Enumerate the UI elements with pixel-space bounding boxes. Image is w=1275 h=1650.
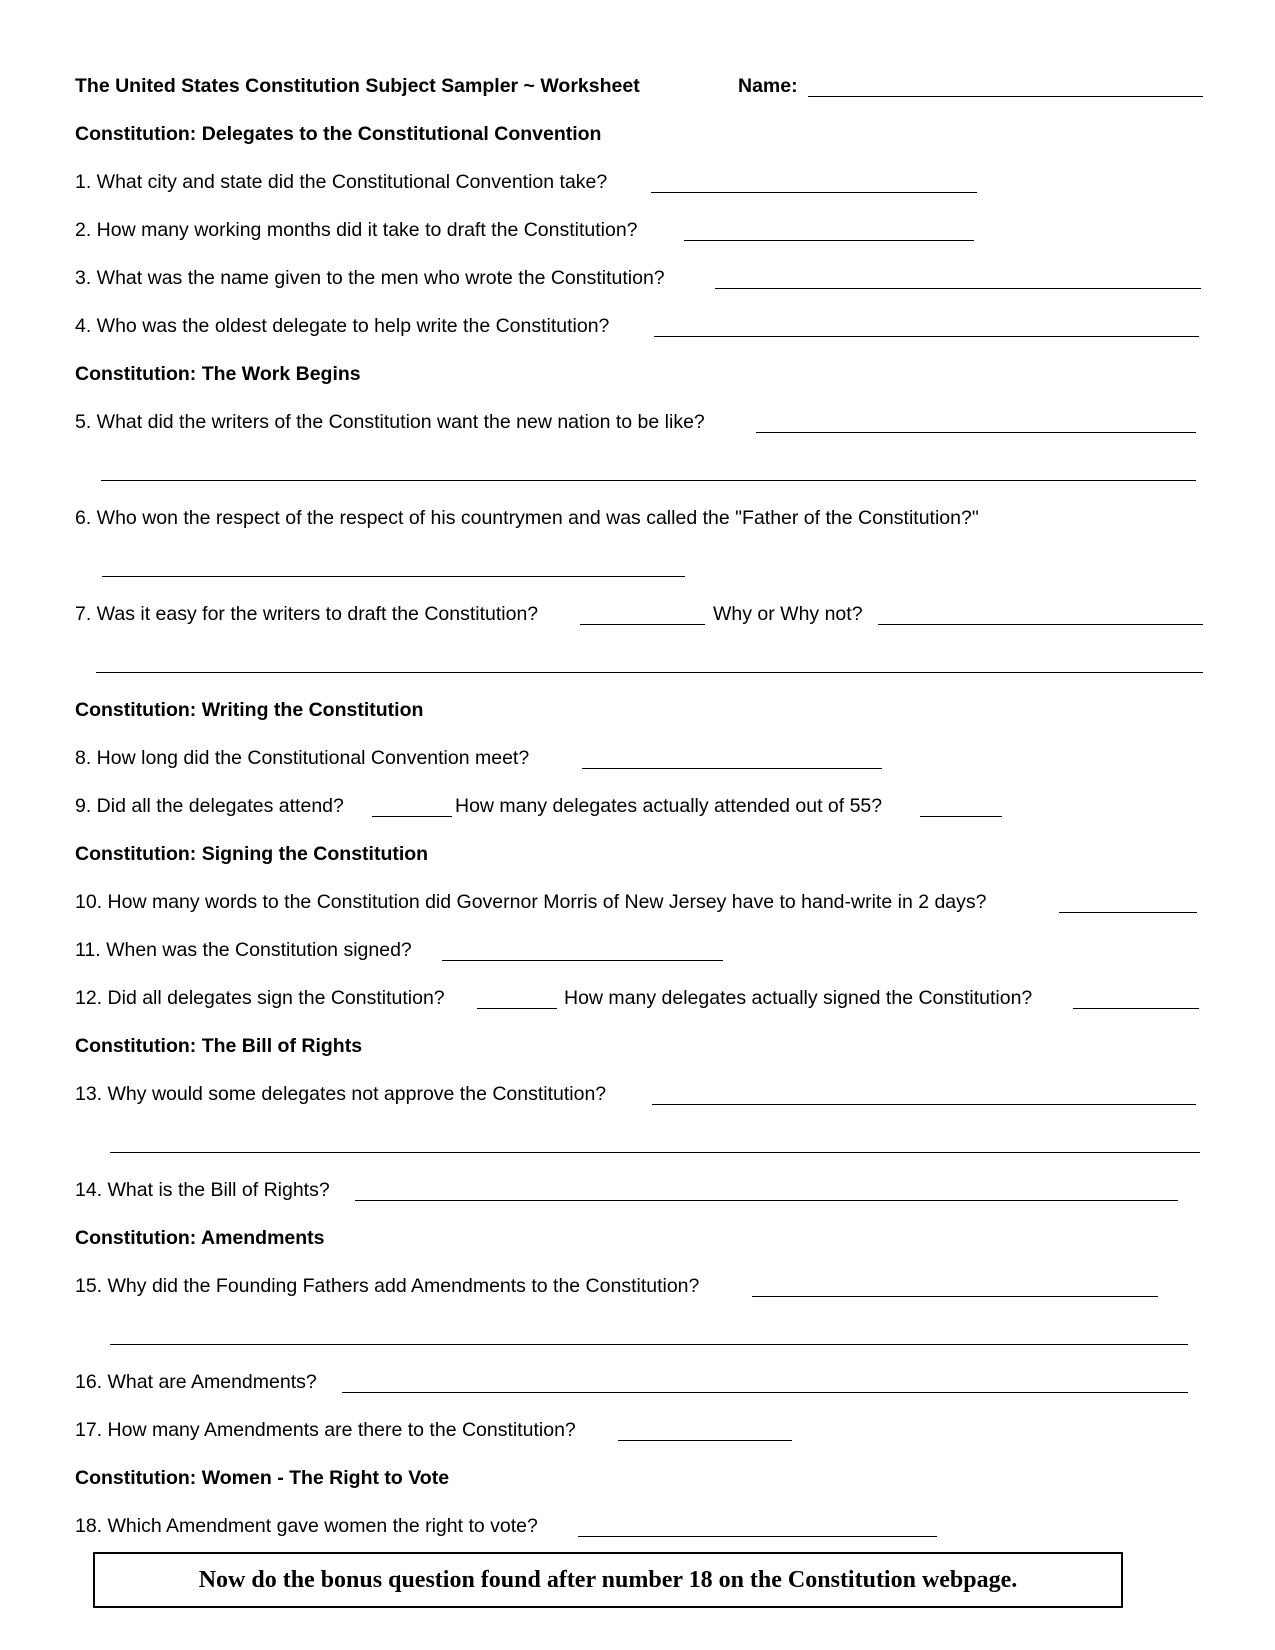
section-heading-writing: Constitution: Writing the Constitution <box>75 699 424 721</box>
answer-field-5-continued[interactable] <box>101 480 1196 481</box>
question-16: 16. What are Amendments? <box>75 1371 317 1393</box>
question-10: 10. How many words to the Constitution did Governor Morris of New Jersey have to hand-write in 2 days? <box>75 891 987 913</box>
question-2: 2. How many working months did it take to draft the Constitution? <box>75 219 638 241</box>
question-15: 15. Why did the Founding Fathers add Amendments to the Constitution? <box>75 1275 700 1297</box>
section-heading-delegates: Constitution: Delegates to the Constitutional Convention <box>75 123 602 145</box>
question-5: 5. What did the writers of the Constitution want the new nation to be like? <box>75 411 705 433</box>
section-heading-bill-of-rights: Constitution: The Bill of Rights <box>75 1035 363 1057</box>
question-1: 1. What city and state did the Constitutional Convention take? <box>75 171 608 193</box>
answer-field-10[interactable] <box>1059 912 1197 913</box>
question-6: 6. Who won the respect of the respect of his countrymen and was called the "Father of the Constitution?" <box>75 507 979 529</box>
question-14: 14. What is the Bill of Rights? <box>75 1179 330 1201</box>
section-heading-work-begins: Constitution: The Work Begins <box>75 363 361 385</box>
question-9-count: How many delegates actually attended out of 55? <box>455 795 883 817</box>
answer-field-2[interactable] <box>684 240 974 241</box>
name-label: Name: <box>738 75 798 97</box>
section-heading-womens-vote: Constitution: Women - The Right to Vote <box>75 1467 450 1489</box>
answer-field-9-count[interactable] <box>920 816 1002 817</box>
question-12-count: How many delegates actually signed the Constitution? <box>564 987 1033 1009</box>
section-heading-signing: Constitution: Signing the Constitution <box>75 843 429 865</box>
answer-field-11[interactable] <box>442 960 723 961</box>
question-8: 8. How long did the Constitutional Convention meet? <box>75 747 530 769</box>
answer-field-3[interactable] <box>715 288 1201 289</box>
answer-field-17[interactable] <box>618 1440 792 1441</box>
answer-field-15-continued[interactable] <box>110 1344 1188 1345</box>
bonus-instruction: Now do the bonus question found after number 18 on the Constitution webpage. <box>198 1567 1018 1593</box>
answer-field-1[interactable] <box>651 192 977 193</box>
answer-field-9-attend[interactable] <box>372 816 452 817</box>
question-13: 13. Why would some delegates not approve the Constitution? <box>75 1083 607 1105</box>
answer-field-4[interactable] <box>654 336 1199 337</box>
question-9: 9. Did all the delegates attend? <box>75 795 344 817</box>
answer-field-14[interactable] <box>355 1200 1178 1201</box>
question-12: 12. Did all delegates sign the Constitution? <box>75 987 445 1009</box>
question-17: 17. How many Amendments are there to the Constitution? <box>75 1419 576 1441</box>
section-heading-amendments: Constitution: Amendments <box>75 1227 325 1249</box>
answer-field-13[interactable] <box>652 1104 1196 1105</box>
question-18: 18. Which Amendment gave women the right to vote? <box>75 1515 538 1537</box>
answer-field-12-count[interactable] <box>1073 1008 1199 1009</box>
answer-field-12-signed[interactable] <box>477 1008 557 1009</box>
answer-field-18[interactable] <box>578 1536 937 1537</box>
bonus-callout-box <box>93 1552 1123 1608</box>
question-7-why: Why or Why not? <box>713 603 863 625</box>
question-4: 4. Who was the oldest delegate to help write the Constitution? <box>75 315 610 337</box>
answer-field-13-continued[interactable] <box>110 1152 1200 1153</box>
answer-field-7-continued[interactable] <box>96 672 1203 673</box>
answer-field-15[interactable] <box>752 1296 1158 1297</box>
question-7: 7. Was it easy for the writers to draft the Constitution? <box>75 603 539 625</box>
answer-field-6[interactable] <box>102 576 685 577</box>
answer-field-5[interactable] <box>756 432 1196 433</box>
answer-field-8[interactable] <box>582 768 882 769</box>
name-field[interactable] <box>808 96 1203 97</box>
question-11: 11. When was the Constitution signed? <box>75 939 412 961</box>
question-3: 3. What was the name given to the men who wrote the Constitution? <box>75 267 665 289</box>
answer-field-7-why[interactable] <box>878 624 1203 625</box>
answer-field-16[interactable] <box>342 1392 1188 1393</box>
answer-field-7-easy[interactable] <box>580 624 705 625</box>
worksheet-title: The United States Constitution Subject Sampler ~ Worksheet <box>75 75 640 97</box>
